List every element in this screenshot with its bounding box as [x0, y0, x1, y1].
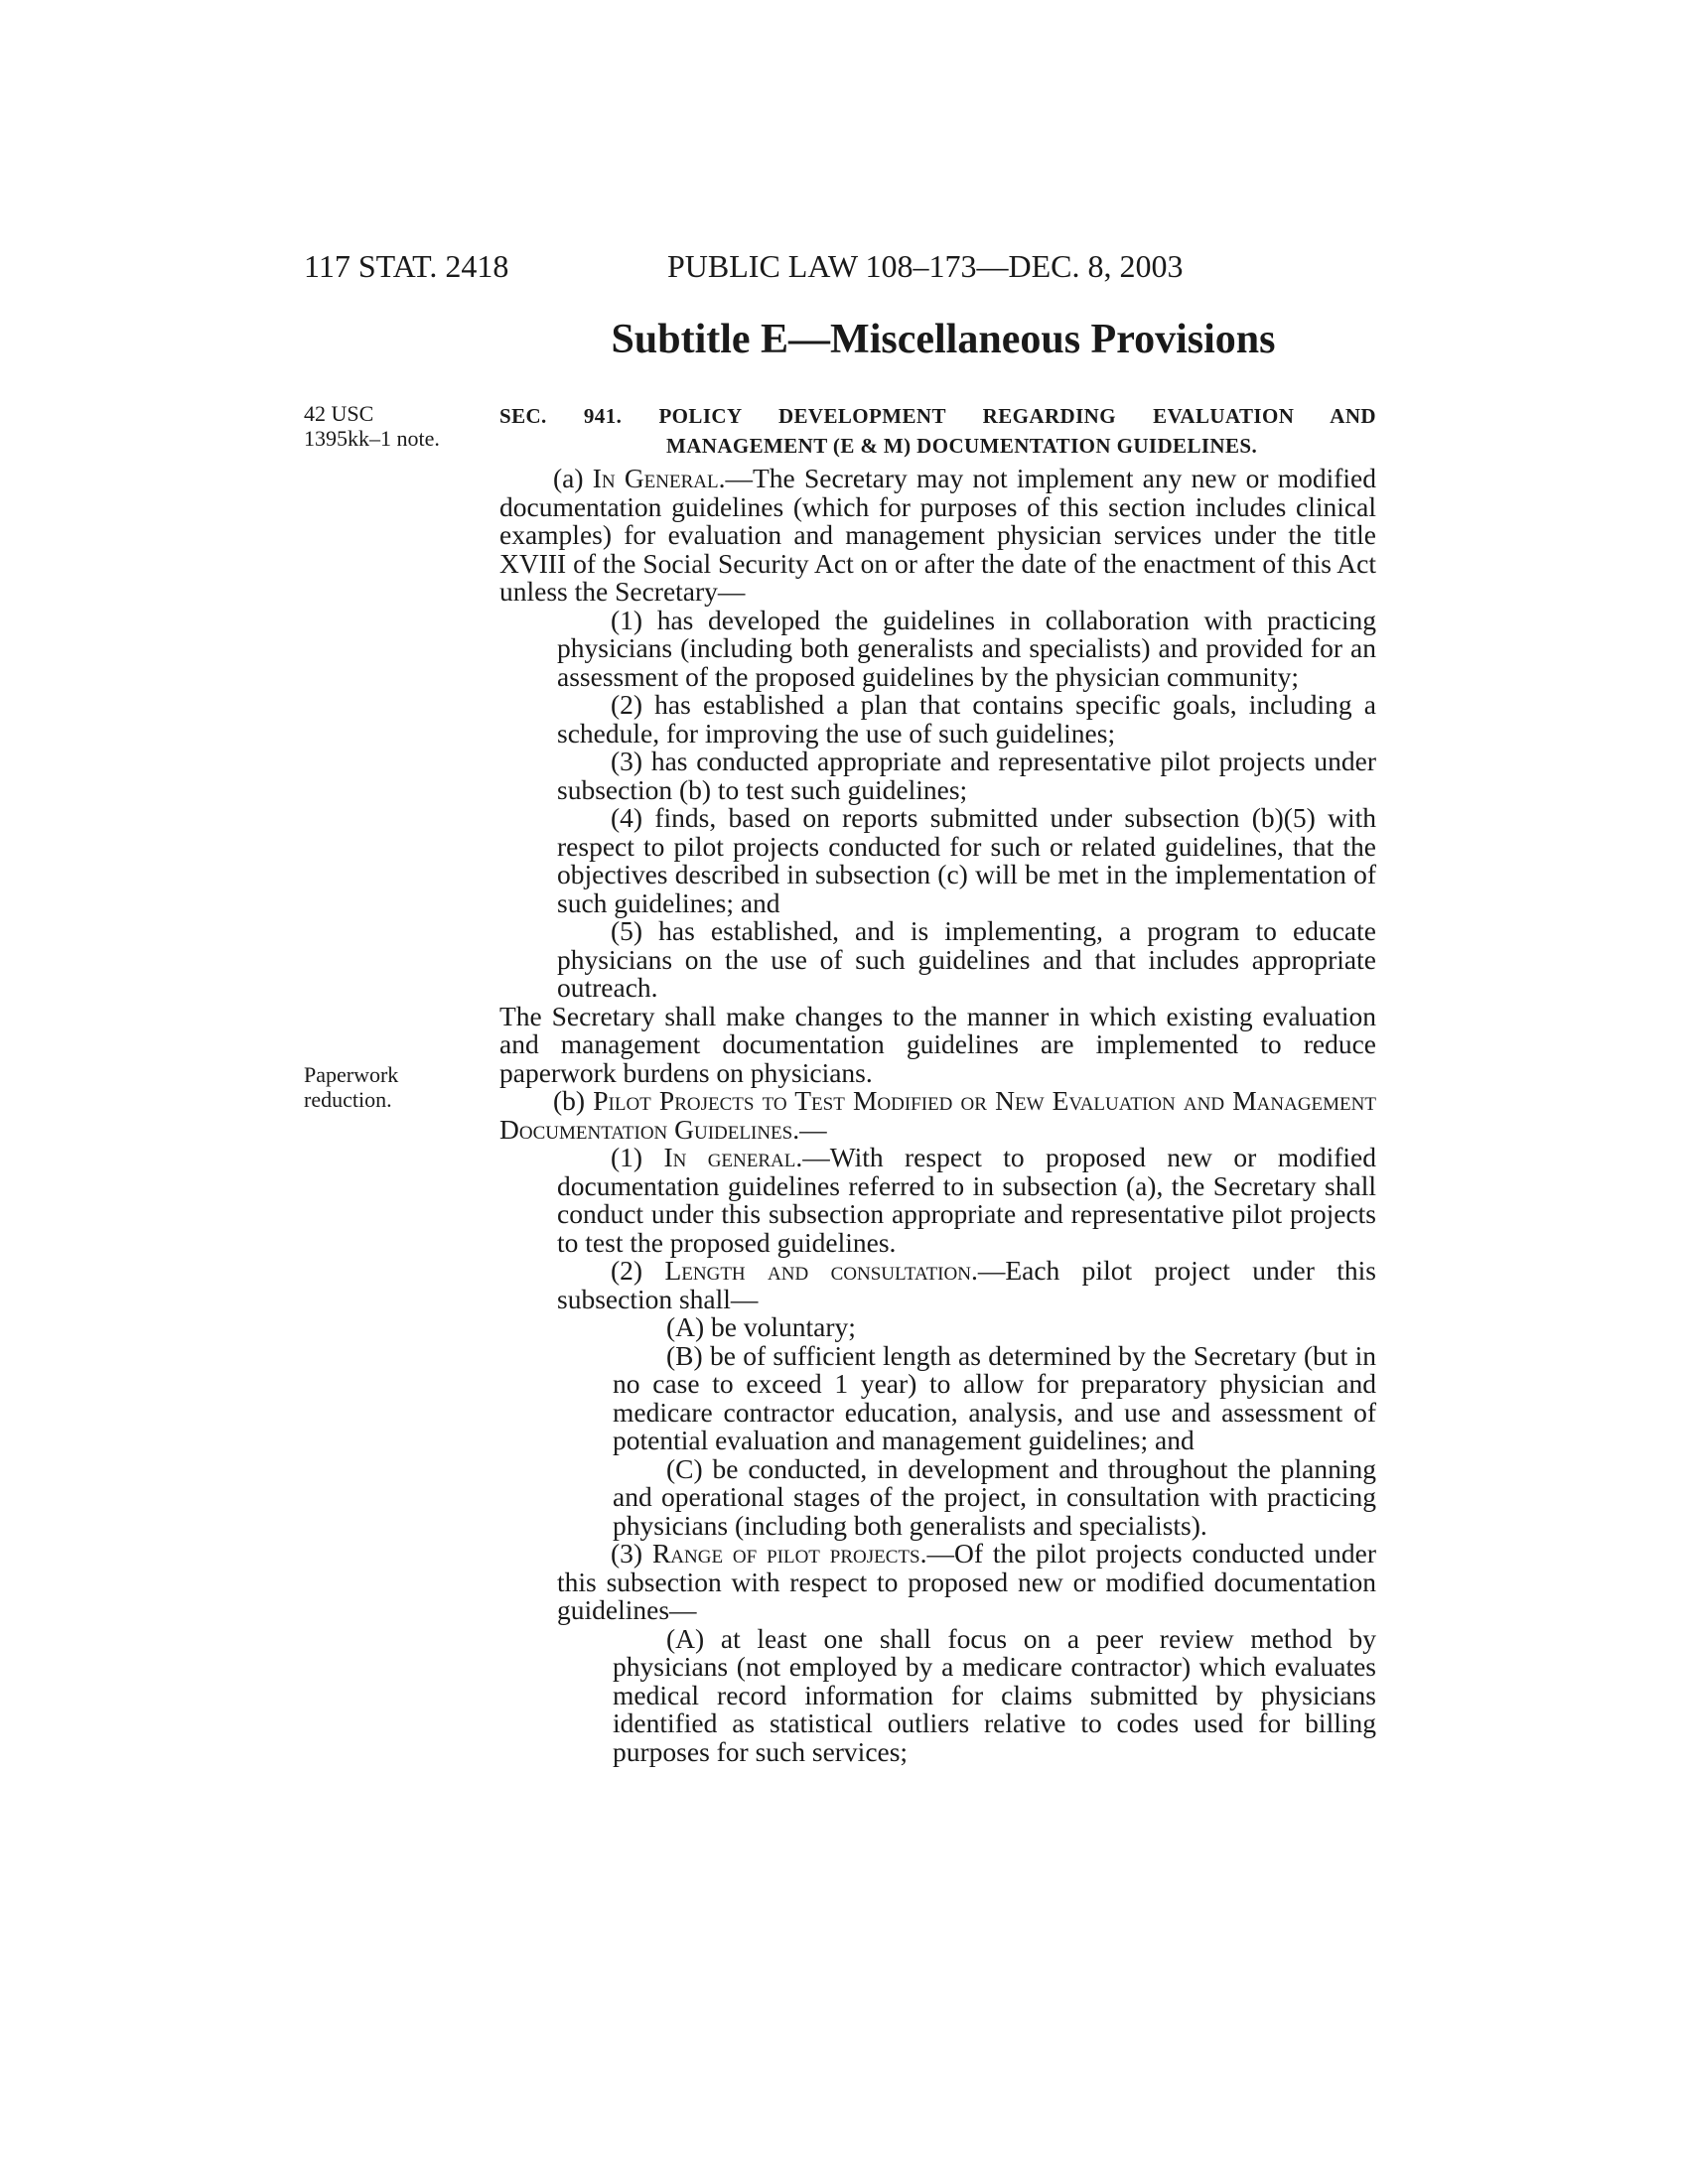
paragraph-b3-text: .—Of the pilot projects conducted under this subsection with respect to proposed new or modified documentation guidelines— [557, 1538, 1376, 1625]
margin-note-paperwork [304, 1062, 398, 1112]
paragraph-b2-heading: Length and consultation [664, 1255, 971, 1286]
paragraph-b3 [499, 1540, 1376, 1625]
stat-page-number: 117 STAT. 2418 [304, 248, 509, 284]
public-law-citation: PUBLIC LAW 108–173—DEC. 8, 2003 [667, 248, 1184, 284]
paragraph-b3-heading: Range of pilot projects [651, 1538, 920, 1569]
paragraph-a3: (3) has conducted appropriate and representative pilot projects under subsection (b) to test such guidelines; [557, 746, 1376, 805]
paragraph-b1 [499, 1144, 1376, 1257]
paragraph-b3-label: (3) [611, 1538, 652, 1569]
margin-note-paperwork-line1: Paperwork [304, 1062, 399, 1087]
section-body [499, 465, 1376, 1766]
paragraph-b1-label: (1) [611, 1142, 664, 1172]
paragraph-b [499, 1087, 1376, 1144]
margin-note-usc [304, 401, 440, 451]
section-heading [499, 401, 1376, 461]
paragraph-a-label: (a) [553, 463, 593, 493]
paragraph-b1-heading: In general [663, 1142, 796, 1172]
paragraph-a4: (4) finds, based on reports submitted under subsection (b)(5) with respect to pilot projects conducted for such or related guidelines, that the objectives described in subsection (c) will be met in the implementation of such guidelines; and [557, 802, 1376, 918]
margin-note-usc-line2: 1395kk–1 note. [304, 426, 440, 451]
paragraph-b-heading: Pilot Projects to Test Modified or New Evaluation and Management Documentation Guidelines [499, 1085, 1376, 1145]
section-heading-line2: MANAGEMENT (E & M) DOCUMENTATION GUIDELINES. [666, 434, 1258, 458]
section-heading-line1: SEC. 941. POLICY DEVELOPMENT REGARDING EVALUATION AND [499, 404, 1376, 428]
paragraph-a [499, 465, 1376, 607]
paragraph-b-dash: .— [792, 1113, 827, 1145]
paragraph-b2-text: .—Each pilot project under this subsection shall— [557, 1255, 1376, 1314]
paragraph-a1: (1) has developed the guidelines in collaboration with practicing physicians (including both generalists and specialists) and provided for an assessment of the proposed guidelines by the physician community; [557, 604, 1376, 692]
paragraph-b2 [499, 1257, 1376, 1313]
margin-note-paperwork-line2: reduction. [304, 1087, 392, 1112]
paragraph-b3A: (A) at least one shall focus on a peer review method by physicians (not employed by a medicare contractor) which evaluates medical record information for claims submitted by physicians identified as statistical outliers relative to codes used for billing purposes for such services; [613, 1622, 1376, 1767]
paragraph-b-label: (b) [553, 1085, 594, 1116]
paragraph-a2: (2) has established a plan that contains specific goals, including a schedule, for improving the use of such guidelines; [557, 689, 1376, 749]
paragraph-a-heading: In General [592, 463, 719, 493]
paragraph-b2C: (C) be conducted, in development and throughout the planning and operational stages of the project, in consultation with practicing physicians (including both generalists and specialists). [613, 1452, 1376, 1541]
margin-note-usc-line1: 42 USC [304, 401, 374, 426]
paragraph-a5: (5) has established, and is implementing, a program to educate physicians on the use of such guidelines and that includes appropriate outreach. [557, 915, 1376, 1003]
paragraph-flush-paperwork: The Secretary shall make changes to the manner in which existing evaluation and management documentation guidelines are implemented to reduce paperwork burdens on physicians. [499, 1000, 1376, 1088]
subtitle-heading: Subtitle E—Miscellaneous Provisions [611, 317, 1276, 362]
paragraph-b2-label: (2) [611, 1255, 665, 1286]
paragraph-b2A: (A) be voluntary; [666, 1311, 856, 1342]
paragraph-a-text: .—The Secretary may not implement any new or modified documentation guidelines (which for purposes of this section includes clinical examples) for evaluation and management physician services under the title XVIII of the Social Security Act on or after the date of the enactment of this Act unless the Secretary— [499, 463, 1376, 607]
paragraph-b1-text: .—With respect to proposed new or modified documentation guidelines referred to in subsection (a), the Secretary shall conduct under this subsection appropriate and representative pilot projects to test the proposed guidelines. [557, 1142, 1376, 1258]
paragraph-b2B: (B) be of sufficient length as determined by the Secretary (but in no case to exceed 1 year) to allow for preparatory physician and medicare contractor education, analysis, and use and assessment of potential evaluation and management guidelines; and [613, 1339, 1376, 1455]
